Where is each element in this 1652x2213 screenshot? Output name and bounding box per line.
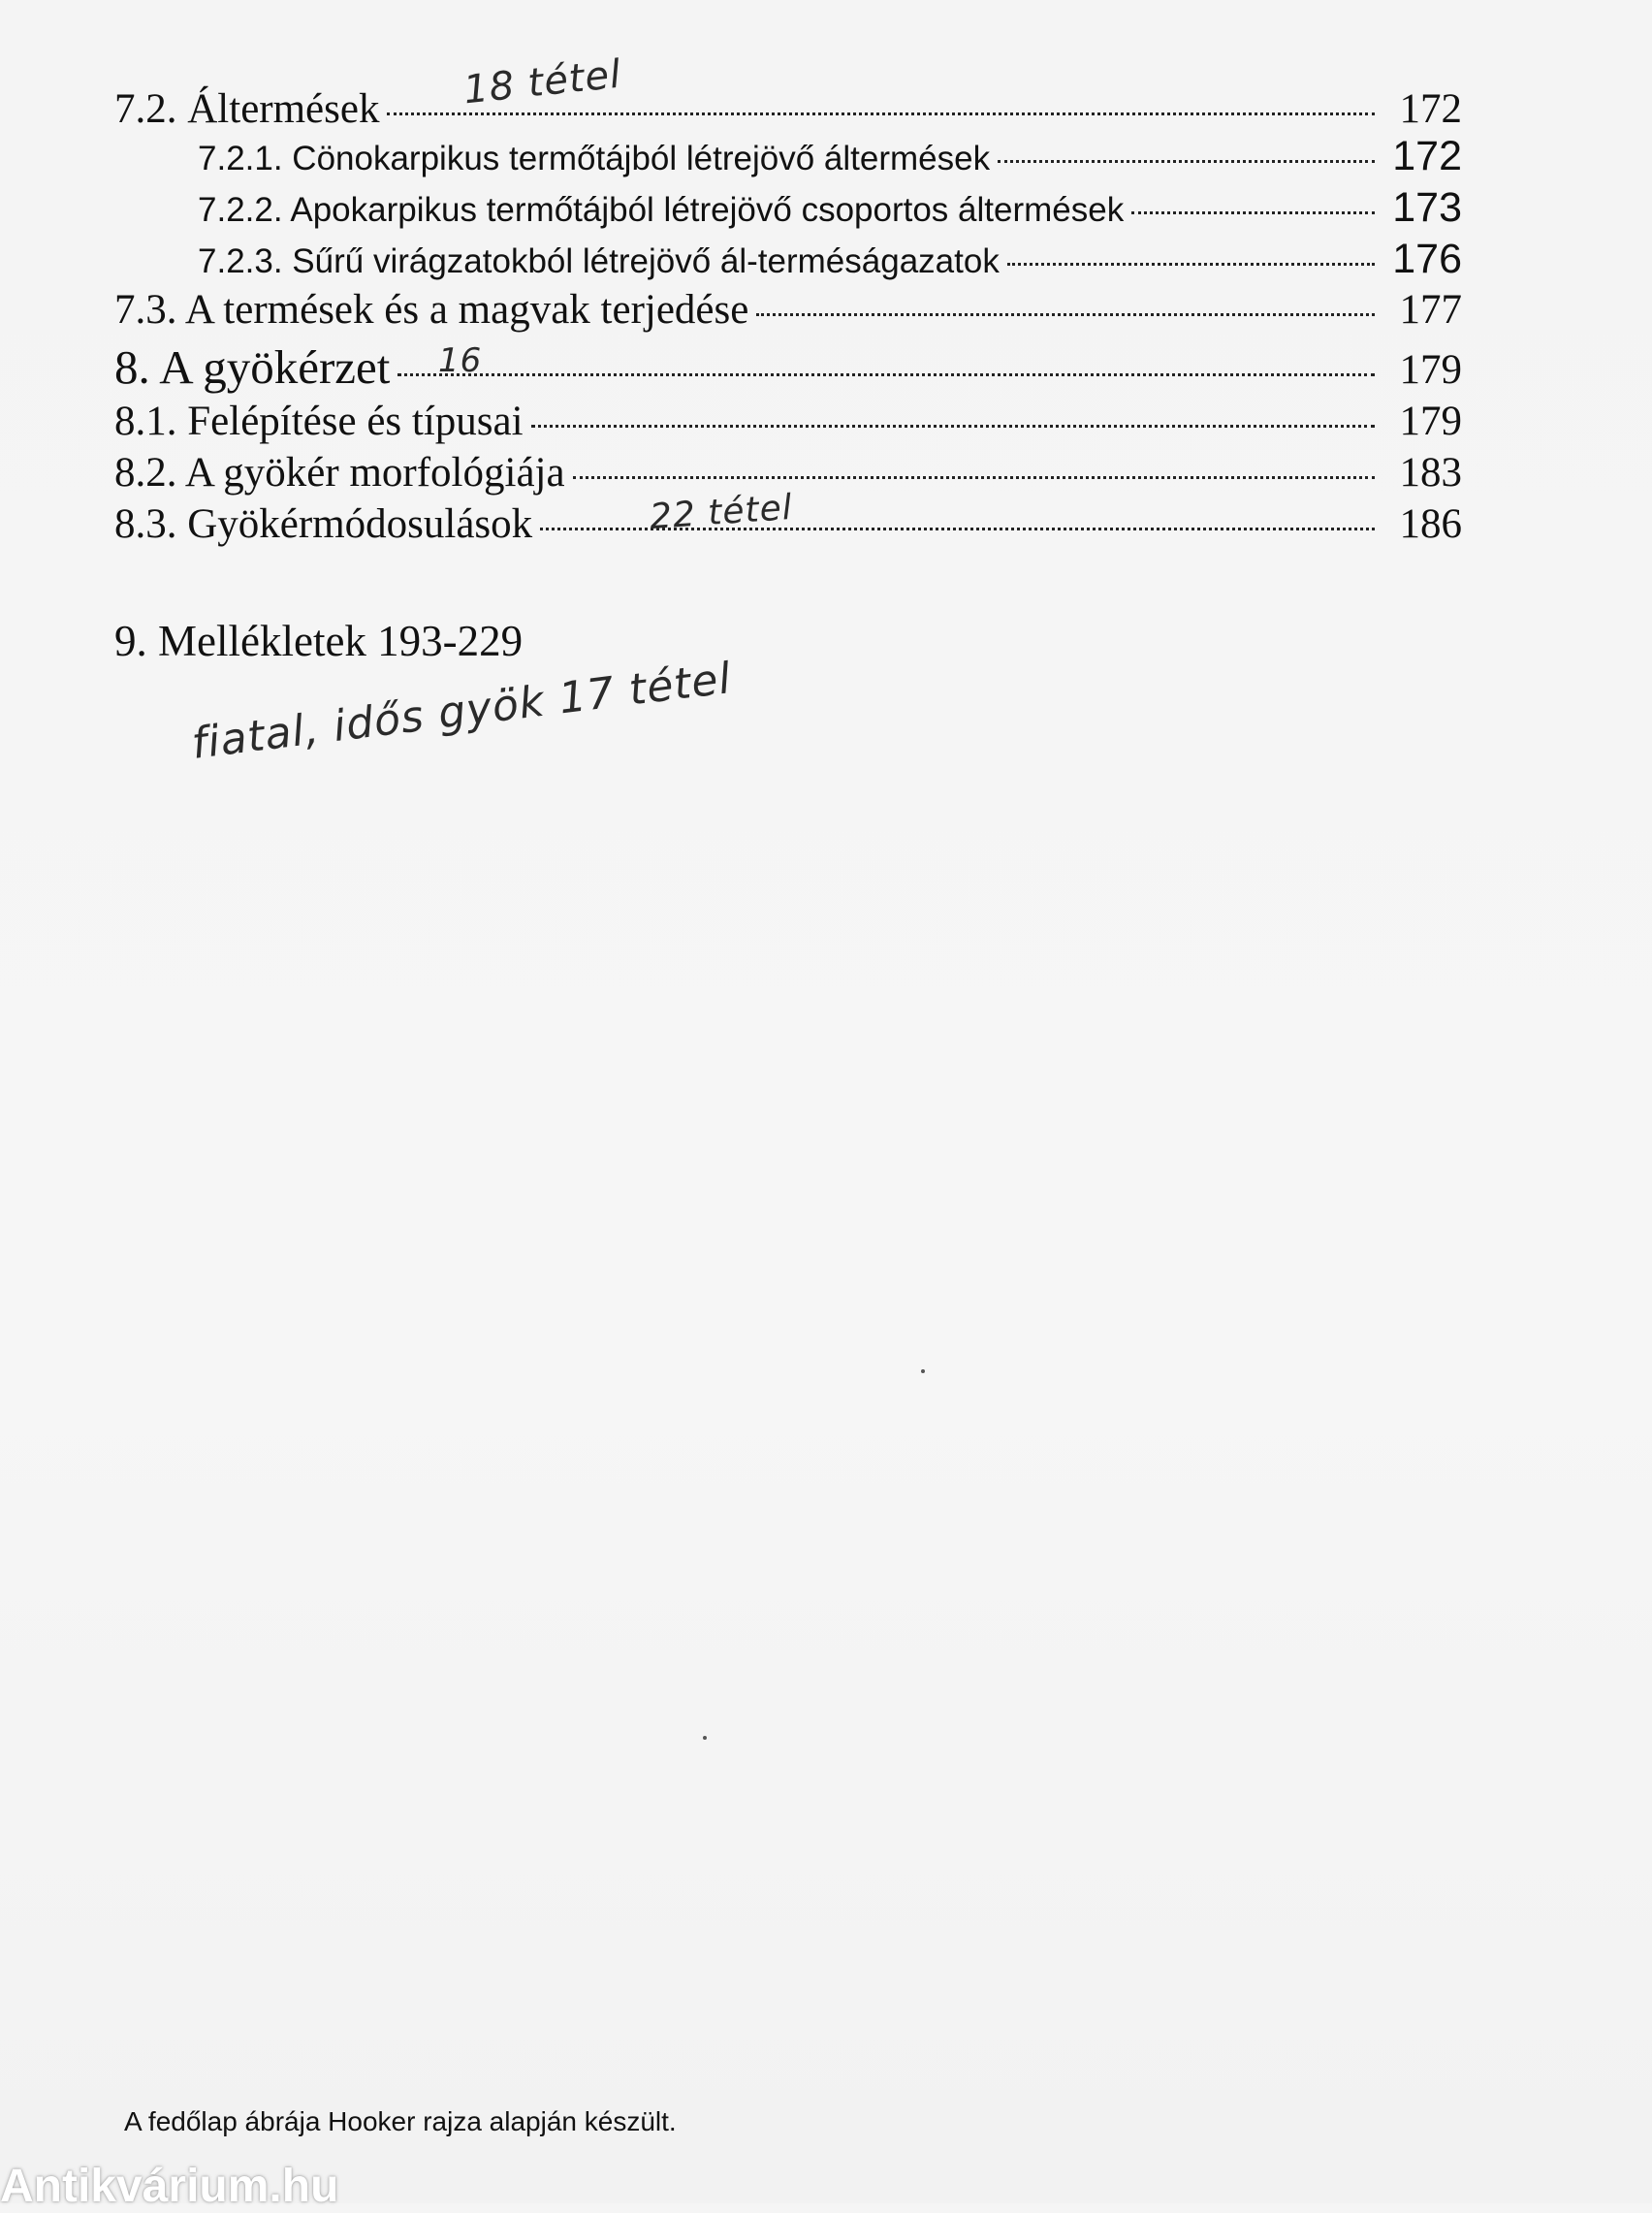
toc-entry-label: 7.2.2. Apokarpikus termőtájból létrejövő csoportos áltermések — [198, 191, 1125, 229]
toc-entry-8-1 — [114, 398, 1462, 445]
toc-entry-7-3 — [114, 286, 1462, 334]
toc-entry-7-2 — [114, 85, 1462, 133]
handwritten-note: 22 tétel — [648, 487, 795, 538]
toc-entry-7-2-1 — [198, 133, 1462, 180]
dot-leader — [1007, 263, 1375, 266]
toc-entry-label: 7.2. Áltermések — [114, 86, 380, 132]
toc-entry-page: 172 — [1392, 133, 1462, 179]
toc-entry-page: 183 — [1399, 450, 1462, 496]
toc-entry-label: 7.2.3. Sűrű virágzatokból létrejövő ál-terméságazatok — [198, 242, 1000, 280]
toc-entry-page: 179 — [1399, 347, 1462, 393]
toc-entry-page: 172 — [1399, 86, 1462, 132]
cover-credit: A fedőlap ábrája Hooker rajza alapján készült. — [124, 2106, 677, 2136]
page-speck — [703, 1736, 707, 1740]
handwritten-note: 16 — [438, 341, 483, 380]
toc-entry-page: 186 — [1399, 501, 1462, 547]
page-speck — [921, 1369, 925, 1373]
dot-leader — [1131, 211, 1375, 214]
toc-entry-page: 173 — [1392, 184, 1462, 231]
toc-entry-label: 8.1. Felépítése és típusai — [114, 399, 524, 444]
dot-leader — [397, 373, 1375, 376]
dot-leader — [531, 425, 1375, 428]
toc-entry-label: 7.3. A termések és a magvak terjedése — [114, 287, 749, 333]
toc-entry-7-2-2 — [198, 184, 1462, 232]
toc-entry-page: 179 — [1399, 399, 1462, 444]
dot-leader — [387, 112, 1375, 115]
handwritten-note: fiatal, idős gyök 17 tétel — [188, 654, 735, 769]
toc-entry-page: 177 — [1399, 287, 1462, 333]
toc-entry-label: 8.2. A gyökér morfológiája — [114, 450, 565, 496]
toc-entry-label: 7.2.1. Cönokarpikus termőtájból létrejövő áltermések — [198, 140, 991, 177]
dot-leader — [998, 160, 1375, 163]
toc-entry-label: 8. A gyökérzet — [114, 340, 391, 394]
watermark: Antikvárium.hu — [0, 2161, 339, 2212]
handwritten-note: 18 tétel — [461, 51, 624, 113]
dot-leader — [573, 476, 1375, 479]
toc-entry-page: 176 — [1392, 236, 1462, 282]
dot-leader — [756, 313, 1375, 316]
toc-appendix: 9. Mellékletek 193-229 — [114, 617, 524, 665]
toc-entry-8 — [114, 339, 1462, 395]
toc-entry-7-2-3 — [198, 236, 1462, 283]
toc-entry-label: 8.3. Gyökérmódosulások — [114, 501, 533, 547]
